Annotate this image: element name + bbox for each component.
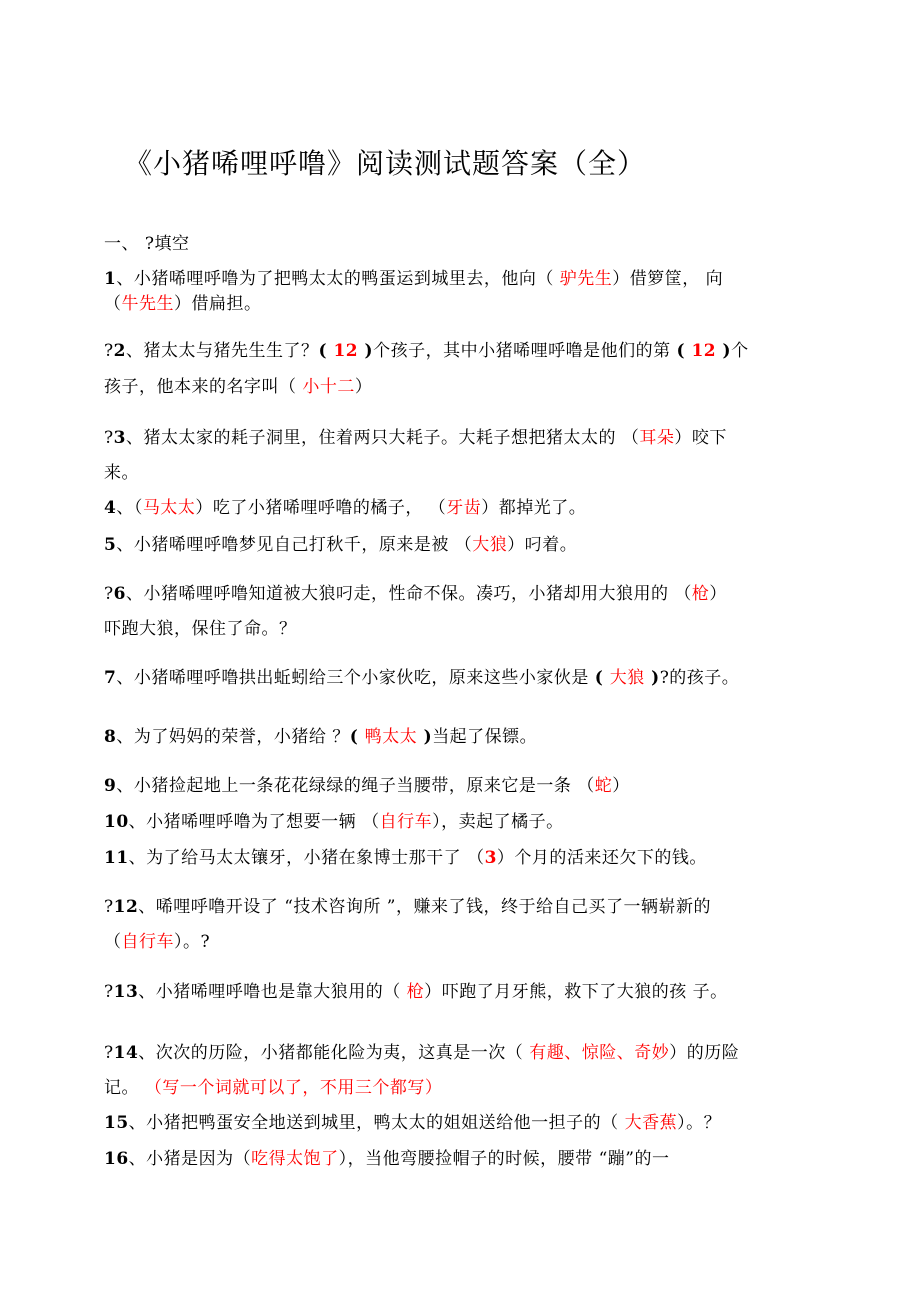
question-number: 8 bbox=[104, 727, 117, 747]
question-line bbox=[104, 614, 297, 639]
question-line bbox=[104, 458, 139, 483]
question-number: 3 bbox=[113, 428, 126, 448]
question-text: ） bbox=[354, 377, 373, 397]
question-number: ( bbox=[676, 341, 692, 361]
answer-text: 大狼 bbox=[472, 535, 508, 555]
question-text: 、为了妈妈的荣誉，小猪给 ？ bbox=[116, 727, 350, 747]
question-text: 、小猪唏哩呼噜拱出蚯蚓给三个小家伙吃，原来这些小家伙是 bbox=[116, 668, 595, 688]
question-text: 当起了保镖。 bbox=[432, 727, 538, 747]
question-text: ） bbox=[709, 584, 727, 604]
question-number: 15 bbox=[104, 1113, 129, 1133]
question-text: ? bbox=[104, 428, 114, 448]
question-text: 、猪太太与猪先生生了？ bbox=[125, 341, 319, 361]
question-text: ）吓跑了月牙熊，救下了大狼的孩 子。 bbox=[424, 982, 728, 1002]
answer-text: 自行车 bbox=[121, 932, 174, 952]
question-text: ）叼着。 bbox=[507, 535, 578, 555]
question-number: 4 bbox=[104, 498, 117, 518]
question-line bbox=[104, 663, 739, 688]
question-line bbox=[104, 892, 711, 917]
answer-text: （写一个词就可以了，不用三个都写） bbox=[144, 1078, 443, 1098]
question-number: 14 bbox=[113, 1043, 139, 1063]
question-line bbox=[104, 722, 537, 747]
question-text: 、次次的历险，小猪都能化险为夷，这真是一次（ bbox=[138, 1043, 530, 1063]
question-text: （ bbox=[621, 428, 640, 448]
question-number: 12 bbox=[113, 897, 139, 917]
question-text: ? bbox=[104, 982, 114, 1002]
question-number: 16 bbox=[104, 1149, 129, 1169]
question-text: 个孩子，其中小猪唏哩呼噜是他们的第 bbox=[373, 341, 677, 361]
question-text: 、小猪是因为（ bbox=[128, 1149, 252, 1169]
question-line bbox=[104, 1038, 739, 1063]
question-text: 记。 bbox=[104, 1078, 145, 1098]
question-text: ）个月的活来还欠下的钱。 bbox=[496, 848, 707, 868]
question-number: 11 bbox=[104, 848, 129, 868]
question-text: 、（ bbox=[116, 498, 143, 518]
question-text: ）借扁担。 bbox=[174, 294, 262, 314]
answer-text: 大香蕉 bbox=[624, 1113, 678, 1133]
question-text: ?的孩子。 bbox=[659, 668, 740, 688]
question-number: 5 bbox=[104, 535, 117, 555]
answer-text: 枪 bbox=[406, 982, 425, 1002]
question-number: 9 bbox=[104, 776, 117, 796]
question-number: ( bbox=[318, 341, 334, 361]
answer-text: 12 bbox=[691, 341, 717, 361]
question-number: 10 bbox=[104, 812, 129, 832]
question-number: ) bbox=[417, 727, 433, 747]
answer-text: 有趣、惊险、奇妙 bbox=[529, 1043, 670, 1063]
question-number: ) bbox=[716, 341, 732, 361]
question-line bbox=[104, 977, 728, 1002]
question-line bbox=[104, 264, 723, 289]
answer-text: 牛先生 bbox=[121, 294, 174, 314]
question-text: 来。 bbox=[104, 463, 139, 483]
question-text: 、小猪唏哩呼噜为了把鸭太太的鸭蛋运到城里去，他向（ bbox=[116, 269, 560, 289]
answer-text: 蛇 bbox=[594, 776, 613, 796]
answer-text: 大狼 bbox=[609, 668, 645, 688]
question-text: 吓跑大狼，保住了命。？ bbox=[104, 619, 297, 639]
question-text: （ bbox=[104, 932, 122, 952]
answer-text: 3 bbox=[484, 848, 497, 868]
question-text: 、唏哩呼噜开设了 “技术咨询所 ”，赚来了钱，终于给自己买了一辆崭新的 bbox=[138, 897, 711, 917]
question-number: 13 bbox=[113, 982, 139, 1002]
question-line bbox=[104, 927, 210, 952]
question-text: ? bbox=[104, 897, 114, 917]
question-number: ) bbox=[358, 341, 374, 361]
answer-text: 枪 bbox=[691, 584, 710, 604]
question-number: 6 bbox=[113, 584, 126, 604]
question-text: 、小猪唏哩呼噜知道被大狼叼走，性命不保。凑巧，小猪却用大狼用的 （ bbox=[125, 584, 692, 604]
question-text: 、小猪捡起地上一条花花绿绿的绳子当腰带，原来它是一条 （ bbox=[116, 776, 595, 796]
question-text: 、小猪唏哩呼噜为了想要一辆 （ bbox=[128, 812, 380, 832]
question-line bbox=[104, 843, 707, 868]
answer-text: 自行车 bbox=[379, 812, 433, 832]
question-number: ) bbox=[644, 668, 660, 688]
question-text: ? bbox=[104, 341, 114, 361]
question-line bbox=[104, 372, 372, 397]
question-number: 1 bbox=[104, 269, 117, 289]
answer-text: 耳朵 bbox=[639, 428, 675, 448]
answer-text: 牙齿 bbox=[446, 498, 482, 518]
question-text: 、为了给马太太镶牙，小猪在象博士那干了 （ bbox=[128, 848, 485, 868]
question-text: ），当他弯腰捡帽子的时候，腰带 “蹦”的一 bbox=[338, 1149, 670, 1169]
question-text: 、猪太太家的耗子洞里，住着两只大耗子。大耗子想把猪太太的 bbox=[125, 428, 622, 448]
document-title: 《小猪唏哩呼噜》阅读测试题答案（全） bbox=[124, 147, 647, 180]
answer-text: 小十二 bbox=[302, 377, 355, 397]
question-line bbox=[104, 579, 727, 604]
question-line bbox=[104, 530, 577, 555]
answer-text: 驴先生 bbox=[559, 269, 613, 289]
answer-text: 鸭太太 bbox=[364, 727, 418, 747]
question-number: 7 bbox=[104, 668, 117, 688]
question-text: ）。？ bbox=[677, 1113, 722, 1133]
question-text: ? bbox=[104, 584, 114, 604]
question-text: ）借箩筐， 向 bbox=[612, 269, 724, 289]
question-line bbox=[104, 807, 564, 832]
question-line bbox=[104, 1144, 669, 1169]
question-number: 2 bbox=[113, 341, 126, 361]
question-line bbox=[104, 1073, 442, 1098]
question-line bbox=[104, 493, 586, 518]
question-line bbox=[104, 1108, 721, 1133]
question-number: ( bbox=[349, 727, 365, 747]
question-text: ）的历险 bbox=[669, 1043, 740, 1063]
answer-text: 12 bbox=[333, 341, 359, 361]
question-text: 个 bbox=[731, 341, 749, 361]
answer-text: 吃得太饱了 bbox=[251, 1149, 339, 1169]
question-text: （ bbox=[104, 294, 122, 314]
question-text: ） bbox=[612, 776, 630, 796]
question-text: ），卖起了橘子。 bbox=[432, 812, 564, 832]
question-text: ? bbox=[104, 1043, 114, 1063]
question-line bbox=[104, 771, 630, 796]
question-text: ）咬下 bbox=[674, 428, 727, 448]
question-text: 、小猪把鸭蛋安全地送到城里，鸭太太的姐姐送给他一担子的（ bbox=[128, 1113, 625, 1133]
question-text: 孩子，他本来的名字叫（ bbox=[104, 377, 303, 397]
question-line bbox=[104, 423, 727, 448]
question-text: 、小猪唏哩呼噜也是靠大狼用的（ bbox=[138, 982, 407, 1002]
answer-text: 马太太 bbox=[142, 498, 196, 518]
question-line bbox=[104, 336, 749, 361]
question-line bbox=[104, 289, 262, 314]
question-text: ）都掉光了。 bbox=[481, 498, 587, 518]
question-text: ）吃了小猪唏哩呼噜的橘子， （ bbox=[195, 498, 447, 518]
question-text: ）。? bbox=[174, 932, 211, 952]
section-heading: 一、 ?填空 bbox=[104, 234, 190, 254]
question-number: ( bbox=[594, 668, 610, 688]
question-text: 、小猪唏哩呼噜梦见自己打秋千，原来是被 （ bbox=[116, 535, 473, 555]
